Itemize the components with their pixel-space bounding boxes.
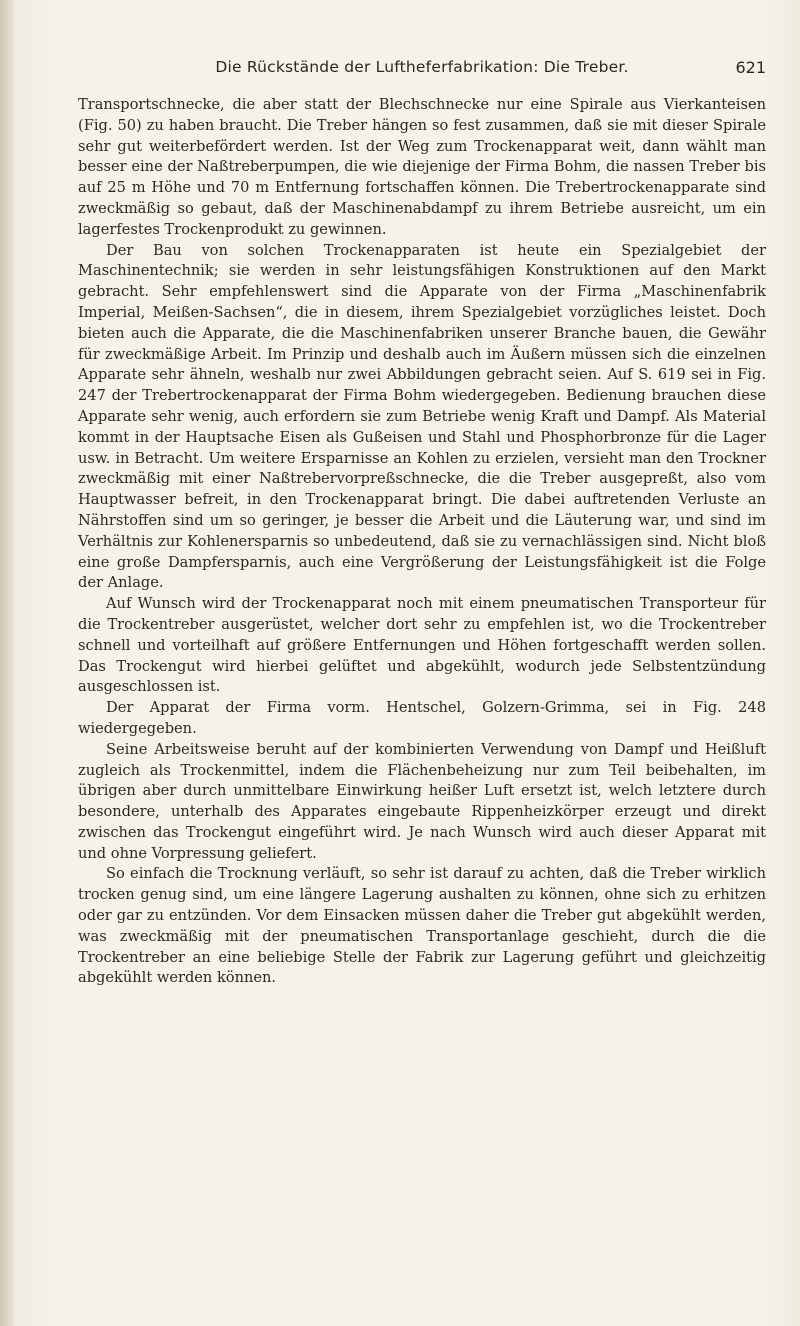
running-head: Die Rückstände der Luftheferfabrikation: Die Treber.: [215, 58, 629, 76]
page-header: [78, 58, 766, 84]
paragraph: Transportschnecke, die aber statt der Blechschnecke nur eine Spirale aus Vierkanteisen (Fig. 50) zu haben braucht. Die Treber hängen so fest zusammen, daß sie mit dieser Spirale sehr gut weiterbefördert werden. Ist der Weg zum Trockenapparat weit, dann wählt man besser eine der Naßtreberpumpen, die wie diejenige der Firma Bohm, die nassen Treber bis auf 25 m Höhe und 70 m Entfernung fortschaffen können. Die Trebertrockenapparate sind zweckmäßig so gebaut, daß der Maschinenabdampf zu ihrem Betriebe ausreicht, um ein lagerfestes Trockenprodukt zu gewinnen.: [78, 96, 766, 238]
body-text: [78, 95, 766, 989]
page-binding-edge: [0, 0, 14, 1326]
paragraph: So einfach die Trocknung verläuft, so sehr ist darauf zu achten, daß die Treber wirklich trocken genug sind, um eine längere Lagerung aushalten zu können, ohne sich zu erhitzen oder gar zu entzünden. Vor dem Einsacken müssen daher die Treber gut abgekühlt werden, was zweckmäßig mit der pneumatischen Transportanlage geschieht, durch die die Trockentreber an eine beliebige Stelle der Fabrik zur Lagerung geführt und gleichzeitig abgekühlt werden können.: [78, 865, 766, 987]
paragraph: Auf Wunsch wird der Trockenapparat noch mit einem pneumatischen Transporteur für die Trockentreber ausgerüstet, welcher dort sehr zu empfehlen ist, wo die Trockentreber schnell und vorteilhaft auf größere Entfernungen und Höhen fortgeschafft werden sollen. Das Trockengut wird hierbei gelüftet und abgekühlt, wodurch jede Selbstentzündung ausgeschlossen ist.: [78, 595, 766, 696]
paragraph: Der Apparat der Firma vorm. Hentschel, Golzern-Grimma, sei in Fig. 248 wiedergegeben.: [78, 699, 766, 737]
paragraph: Seine Arbeitsweise beruht auf der kombinierten Verwendung von Dampf und Heißluft zugleich als Trockenmittel, indem die Flächenbeheizung nur zum Teil beibehalten, im übrigen aber durch unmittelbare Einwirkung heißer Luft ersetzt ist, welch letztere durch besondere, unterhalb des Apparates eingebaute Rippenheizkörper erzeugt und direkt zwischen das Trockengut eingeführt wird. Je nach Wunsch wird auch dieser Apparat mit und ohne Vorpressung geliefert.: [78, 740, 766, 862]
paragraph: Der Bau von solchen Trockenapparaten ist heute ein Spezialgebiet der Maschinentechnik; sie werden in sehr leistungsfähigen Konstruktionen auf den Markt gebracht. Sehr empfehlenswert sind die Apparate von der Firma „Maschinenfabrik Imperial, Meißen-Sachsen“, die in diesem, ihrem Spezialgebiet vorzügliches leistet. Doch bieten auch die Apparate, die die Maschinenfabriken unserer Branche bauen, die Gewähr für zweckmäßige Arbeit. Im Prinzip und deshalb auch im Äußern müssen sich die einzelnen Apparate sehr ähneln, weshalb nur zwei Abbildungen gebracht seien. Auf S. 619 sei in Fig. 247 der Trebertrockenapparat der Firma Bohm wiedergegeben. Bedienung brauchen diese Apparate sehr wenig, auch erfordern sie zum Betriebe wenig Kraft und Dampf. Als Material kommt in der Hauptsache Eisen als Gußeisen und Stahl und Phosphorbronze für die Lager usw. in Betracht. Um weitere Ersparnisse an Kohlen zu erzielen, versieht man den Trockner zweckmäßig mit einer Naßtrebervorpreßschnecke, die die Treber ausgepreßt, also vom Hauptwasser befreit, in den Trockenapparat bringt. Die dabei auftretenden Verluste an Nährstoffen sind um so geringer, je besser die Arbeit und die Läuterung war, und sind im Verhältnis zur Kohlenersparnis so unbedeutend, daß sie zu vernachlässigen sind. Nicht bloß eine große Dampfersparnis, auch eine Vergrößerung der Leistungsfähigkeit ist die Folge der Anlage.: [78, 241, 766, 592]
page-number: 621: [735, 58, 766, 77]
